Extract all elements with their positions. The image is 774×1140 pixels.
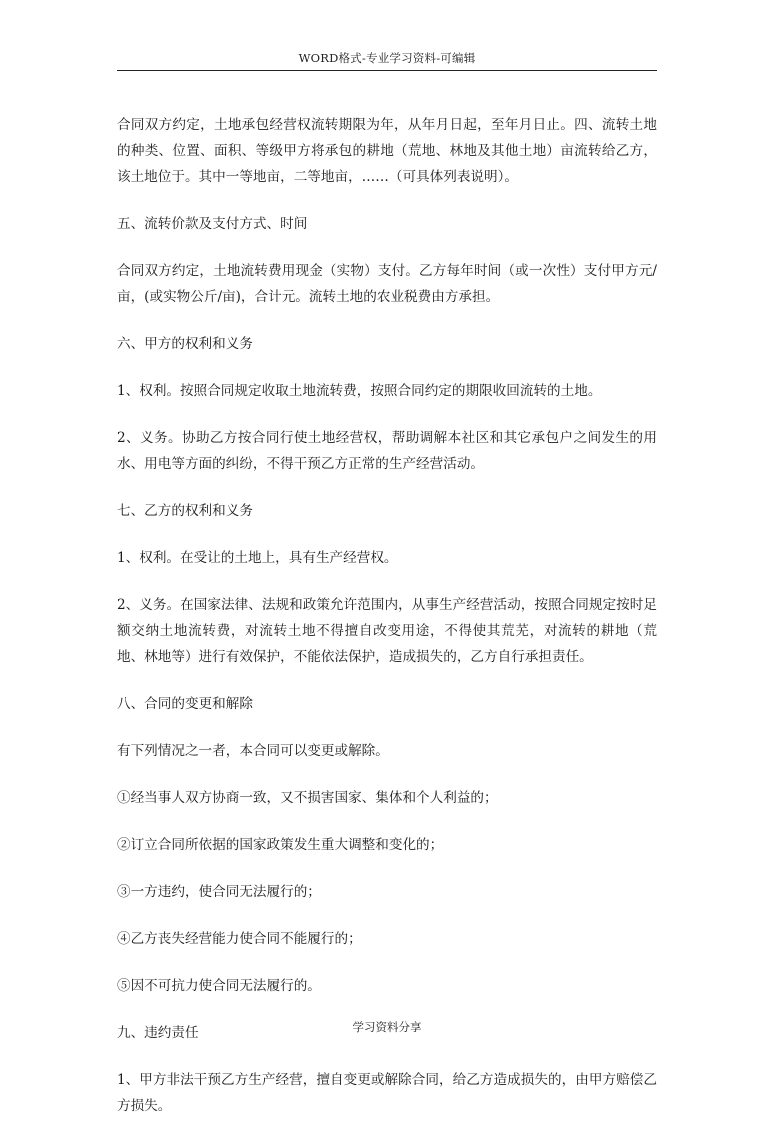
paragraph-payment: 合同双方约定，土地流转费用现金（实物）支付。乙方每年时间（或一次性）支付甲方元/亩，(或实物公斤/亩)，合计元。流转土地的农业税费由方承担。 <box>117 263 657 305</box>
paragraph-term-clause: 合同双方约定，土地承包经营权流转期限为年，从年月日起，至年月日止。四、流转土地的种类、位置、面积、等级甲方将承包的耕地（荒地、林地及其他土地）亩流转给乙方，该土地位于。其中一等地亩，二等地亩，……（可具体列表说明）。 <box>117 117 657 185</box>
paragraph-liability-1: 1、甲方非法干预乙方生产经营，擅自变更或解除合同，给乙方造成损失的，由甲方赔偿乙方损失。 <box>117 1072 657 1114</box>
paragraph-party-a-duties: 2、义务。协助乙方按合同行使土地经营权，帮助调解本社区和其它承包户之间发生的用水、用电等方面的纠纷，不得干预乙方正常的生产经营活动。 <box>117 430 657 472</box>
paragraph-party-b-duties: 2、义务。在国家法律、法规和政策允许范围内，从事生产经营活动，按照合同规定按时足额交纳土地流转费，对流转土地不得擅自改变用途，不得使其荒芜，对流转的耕地（荒地、林地等）进行有效保护，不能依法保护，造成损失的，乙方自行承担责任。 <box>117 597 657 665</box>
list-item-change-2: ②订立合同所依据的国家政策发生重大调整和变化的； <box>117 837 444 853</box>
list-item-change-1: ①经当事人双方协商一致，又不损害国家、集体和个人利益的； <box>117 790 498 806</box>
paragraph-party-a-rights: 1、权利。按照合同规定收取土地流转费，按照合同约定的期限收回流转的土地。 <box>117 383 602 399</box>
page-footer: 学习资料分享 <box>352 1020 422 1034</box>
section-heading-8: 八、合同的变更和解除 <box>117 696 253 712</box>
list-item-change-5: ⑤因不可抗力使合同无法履行的。 <box>117 978 321 994</box>
list-item-change-3: ③一方违约，使合同无法履行的； <box>117 884 321 900</box>
paragraph-party-b-rights: 1、权利。在受让的土地上，具有生产经营权。 <box>117 550 398 566</box>
section-heading-7: 七、乙方的权利和义务 <box>117 503 253 519</box>
list-item-change-4: ④乙方丧失经营能力使合同不能履行的； <box>117 931 362 947</box>
paragraph-change-intro: 有下列情况之一者，本合同可以变更或解除。 <box>117 743 389 759</box>
document-body <box>117 112 657 1140</box>
section-heading-9: 九、违约责任 <box>117 1025 199 1041</box>
section-heading-5: 五、流转价款及支付方式、时间 <box>117 216 308 232</box>
page-header: WORD格式-专业学习资料-可编辑 <box>298 51 476 65</box>
header-divider <box>117 70 657 71</box>
section-heading-6: 六、甲方的权利和义务 <box>117 336 253 352</box>
